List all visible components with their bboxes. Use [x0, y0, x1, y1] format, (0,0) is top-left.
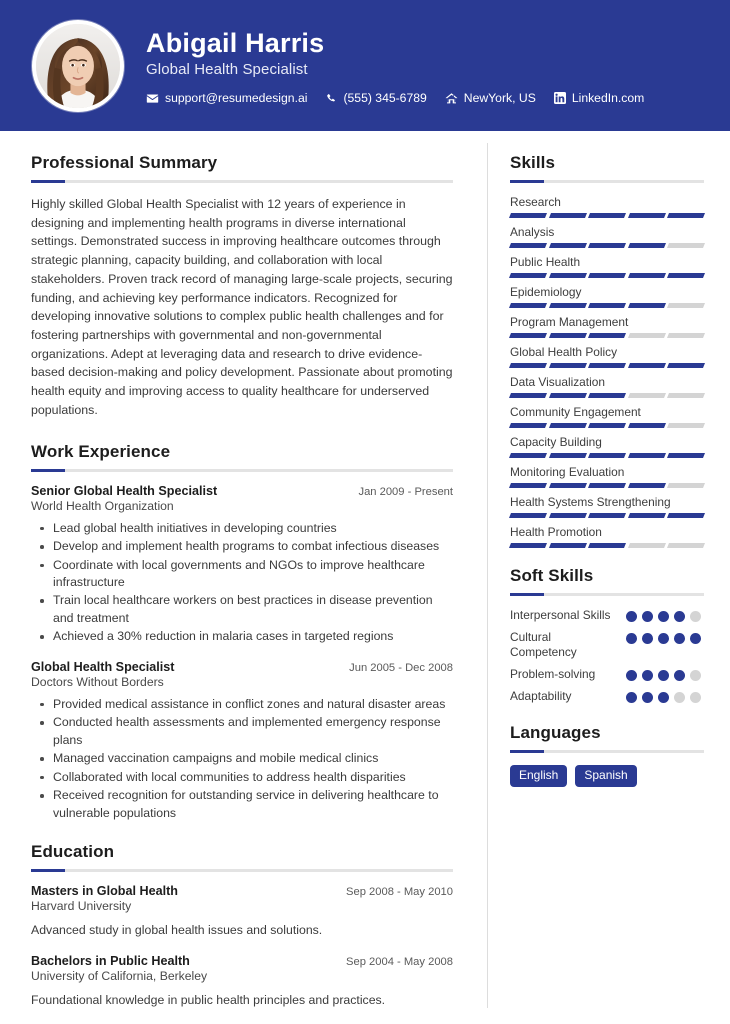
skill-item	[510, 465, 704, 488]
entry-description: Advanced study in global health issues and solutions.	[31, 922, 323, 937]
entry-header	[31, 954, 453, 968]
rating-dot-filled	[642, 633, 653, 644]
contact-phone[interactable]	[325, 91, 426, 105]
resume-body	[0, 131, 730, 1024]
rating-dot-empty	[690, 670, 701, 681]
rating-dot-filled	[626, 692, 637, 703]
skill-segment-empty	[667, 243, 705, 248]
skill-label: Health Promotion	[510, 525, 602, 539]
language-chip[interactable]: Spanish	[575, 765, 636, 788]
entry-bullets	[31, 696, 453, 822]
section-title: Languages	[510, 722, 601, 742]
skill-item	[510, 315, 704, 338]
rating-dot-filled	[674, 611, 685, 622]
entry-header	[31, 884, 453, 898]
rating-dot-filled	[674, 670, 685, 681]
skill-segment-filled	[549, 423, 587, 428]
resume-header	[0, 0, 730, 131]
skill-segment-empty	[667, 393, 705, 398]
experience-entry	[31, 484, 453, 646]
list-item: Provided medical assistance in conflict zones and natural disaster areas	[31, 696, 453, 713]
entry-organization: Doctors Without Borders	[31, 674, 164, 689]
skill-item	[510, 195, 704, 218]
rating-dot-filled	[626, 633, 637, 644]
section-rule	[510, 750, 704, 753]
section-rule	[31, 869, 453, 872]
skill-segment-filled	[509, 213, 547, 218]
contact-location-text: NewYork, US	[463, 91, 536, 106]
entry-date: Sep 2008 - May 2010	[346, 885, 453, 898]
skill-segment-filled	[509, 393, 547, 398]
skill-level-bar	[510, 393, 704, 398]
list-item: Develop and implement health programs to combat infectious diseases	[31, 538, 453, 555]
rating-dot-filled	[658, 611, 669, 622]
skill-segment-filled	[549, 453, 587, 458]
skill-item	[510, 435, 704, 458]
skill-segment-filled	[628, 363, 666, 368]
skill-segment-filled	[509, 543, 547, 548]
skill-segment-filled	[549, 513, 587, 518]
skill-level-bar	[510, 483, 704, 488]
contact-email-text: support@resumedesign.ai	[165, 91, 308, 106]
language-chip[interactable]: English	[510, 765, 567, 788]
skill-segment-filled	[628, 513, 666, 518]
skill-segment-filled	[549, 543, 587, 548]
skill-segment-filled	[549, 393, 587, 398]
skill-segment-filled	[588, 333, 626, 338]
skill-label: Program Management	[510, 315, 629, 329]
section-rule	[510, 180, 704, 183]
skill-segment-filled	[628, 213, 666, 218]
soft-skill-item	[510, 630, 704, 661]
contact-location[interactable]	[445, 91, 536, 105]
skill-segment-filled	[509, 513, 547, 518]
contact-email[interactable]	[146, 91, 307, 105]
soft-skill-label: Cultural Competency	[510, 629, 577, 660]
skill-segment-filled	[509, 273, 547, 278]
skill-label: Monitoring Evaluation	[510, 465, 625, 479]
rating-dot-filled	[658, 692, 669, 703]
skill-segment-empty	[667, 483, 705, 488]
skill-segment-filled	[628, 243, 666, 248]
soft-skill-label: Adaptability	[510, 688, 572, 703]
skill-level-bar	[510, 243, 704, 248]
entry-header	[31, 660, 453, 674]
skill-segment-filled	[588, 483, 626, 488]
skill-segment-empty	[667, 423, 705, 428]
skill-segment-filled	[549, 363, 587, 368]
section-rule	[31, 469, 453, 472]
list-item: Achieved a 30% reduction in malaria cases in targeted regions	[31, 628, 453, 645]
skill-label: Research	[510, 195, 561, 209]
skill-segment-filled	[588, 513, 626, 518]
skill-segment-filled	[588, 273, 626, 278]
rating-dot-filled	[674, 633, 685, 644]
skill-label: Health Systems Strengthening	[510, 495, 671, 509]
list-item: Train local healthcare workers on best practices in disease prevention and treatment	[31, 592, 453, 627]
skill-segment-filled	[588, 303, 626, 308]
list-item: Received recognition for outstanding service in delivering healthcare to vulnerable populations	[31, 787, 453, 822]
skill-segment-filled	[588, 423, 626, 428]
skill-segment-empty	[667, 543, 705, 548]
section-soft-skills	[510, 566, 704, 705]
skill-segment-empty	[628, 333, 666, 338]
education-entry	[31, 884, 453, 940]
skill-segment-filled	[549, 213, 587, 218]
skill-segment-filled	[628, 453, 666, 458]
skill-level-bar	[510, 303, 704, 308]
rating-dot-filled	[658, 670, 669, 681]
skill-item	[510, 225, 704, 248]
section-rule	[31, 180, 453, 183]
skill-level-bar	[510, 213, 704, 218]
soft-skill-item	[510, 608, 704, 624]
rating-dot-filled	[658, 633, 669, 644]
skill-segment-filled	[549, 303, 587, 308]
list-item: Coordinate with local governments and NGOs to improve healthcare infrastructure	[31, 557, 453, 592]
skill-segment-empty	[628, 543, 666, 548]
phone-icon	[325, 92, 337, 105]
skill-level-bar	[510, 543, 704, 548]
contact-phone-text: (555) 345-6789	[343, 91, 427, 106]
skill-label: Public Health	[510, 255, 581, 269]
profile-photo	[36, 24, 120, 108]
skill-item	[510, 285, 704, 308]
skill-segment-filled	[667, 453, 705, 458]
section-professional-summary	[31, 153, 453, 420]
skill-label: Data Visualization	[510, 375, 605, 389]
contact-list	[146, 91, 644, 105]
soft-skill-rating	[626, 689, 704, 703]
section-title: Professional Summary	[31, 153, 218, 172]
skill-segment-filled	[588, 543, 626, 548]
rating-dot-empty	[674, 692, 685, 703]
skill-segment-filled	[549, 243, 587, 248]
skill-segment-filled	[667, 213, 705, 218]
skill-segment-filled	[588, 393, 626, 398]
skills-list	[510, 195, 704, 548]
skill-level-bar	[510, 513, 704, 518]
skill-segment-filled	[588, 243, 626, 248]
skill-segment-filled	[667, 363, 705, 368]
soft-skill-rating	[626, 630, 704, 644]
soft-skill-label: Problem-solving	[510, 667, 596, 682]
soft-skill-item	[510, 689, 704, 705]
main-column	[0, 131, 487, 1024]
avatar	[32, 20, 124, 112]
list-item: Collaborated with local communities to address health disparities	[31, 769, 453, 786]
section-rule	[510, 593, 704, 596]
section-skills	[510, 153, 704, 548]
skill-label: Global Health Policy	[510, 345, 618, 359]
skill-segment-empty	[628, 393, 666, 398]
envelope-icon	[146, 92, 159, 105]
section-education	[31, 842, 453, 1010]
soft-skill-rating	[626, 608, 704, 622]
section-title: Skills	[510, 153, 556, 172]
skill-level-bar	[510, 423, 704, 428]
soft-skills-list	[510, 608, 704, 705]
skill-label: Epidemiology	[510, 285, 582, 299]
entry-description: Foundational knowledge in public health principles and practices.	[31, 992, 386, 1007]
contact-linkedin-text: LinkedIn.com	[571, 91, 645, 106]
skill-segment-filled	[628, 483, 666, 488]
entry-organization: University of California, Berkeley	[31, 968, 208, 983]
entry-organization: Harvard University	[31, 898, 132, 913]
skill-label: Capacity Building	[510, 435, 602, 449]
page-title: Abigail Harris	[146, 27, 325, 58]
section-title: Education	[31, 841, 115, 861]
rating-dot-empty	[690, 692, 701, 703]
skill-segment-filled	[549, 273, 587, 278]
skill-segment-filled	[588, 213, 626, 218]
entry-date: Jan 2009 - Present	[358, 485, 453, 498]
rating-dot-filled	[642, 611, 653, 622]
list-item: Managed vaccination campaigns and mobile medical clinics	[31, 750, 453, 767]
skill-segment-filled	[667, 513, 705, 518]
rating-dot-filled	[642, 692, 653, 703]
entry-bullets	[31, 520, 453, 646]
skill-segment-filled	[628, 423, 666, 428]
skill-segment-filled	[667, 273, 705, 278]
skill-item	[510, 375, 704, 398]
rating-dot-filled	[690, 633, 701, 644]
skill-segment-filled	[509, 453, 547, 458]
section-work-experience	[31, 442, 453, 822]
skill-segment-empty	[667, 333, 705, 338]
skill-segment-filled	[549, 483, 587, 488]
skill-level-bar	[510, 363, 704, 368]
soft-skill-rating	[626, 667, 704, 681]
sidebar-column	[488, 131, 730, 1024]
skill-segment-filled	[509, 243, 547, 248]
skill-segment-filled	[588, 453, 626, 458]
job-title: Global Health Specialist	[146, 61, 308, 79]
skill-level-bar	[510, 333, 704, 338]
skill-level-bar	[510, 273, 704, 278]
skill-segment-filled	[509, 363, 547, 368]
section-title: Soft Skills	[510, 566, 594, 585]
experience-entry	[31, 660, 453, 822]
skill-segment-filled	[549, 333, 587, 338]
entry-date: Sep 2004 - May 2008	[346, 955, 453, 968]
skill-segment-filled	[509, 303, 547, 308]
skill-level-bar	[510, 453, 704, 458]
entry-title: Global Health Specialist	[31, 659, 175, 674]
skill-segment-filled	[588, 363, 626, 368]
entry-title: Senior Global Health Specialist	[31, 483, 218, 498]
skill-label: Community Engagement	[510, 405, 641, 419]
skill-segment-filled	[628, 273, 666, 278]
skill-segment-filled	[509, 423, 547, 428]
entry-date: Jun 2005 - Dec 2008	[349, 661, 453, 674]
rating-dot-filled	[642, 670, 653, 681]
rating-dot-filled	[626, 611, 637, 622]
entry-organization: World Health Organization	[31, 498, 174, 513]
list-item: Lead global health initiatives in developing countries	[31, 520, 453, 537]
skill-item	[510, 495, 704, 518]
language-chip-list	[510, 765, 704, 788]
skill-segment-filled	[628, 303, 666, 308]
rating-dot-filled	[626, 670, 637, 681]
education-entry	[31, 954, 453, 1010]
skill-label: Analysis	[510, 225, 555, 239]
soft-skill-label: Interpersonal Skills	[510, 608, 611, 622]
skill-segment-filled	[509, 333, 547, 338]
skill-segment-empty	[667, 303, 705, 308]
rating-dot-empty	[690, 611, 701, 622]
entry-title: Masters in Global Health	[31, 883, 178, 898]
linkedin-icon	[554, 92, 566, 104]
skill-item	[510, 405, 704, 428]
contact-linkedin[interactable]	[554, 91, 645, 105]
list-item: Conducted health assessments and implemented emergency response plans	[31, 714, 453, 749]
header-text-block	[146, 26, 644, 105]
summary-text: Highly skilled Global Health Specialist with 12 years of experience in designing and implementing health programs in diverse international settings. Demonstrated success in improving healthcare outcomes through strategic planning, capacity building, and collaboration with local stakeholders. Proven track record of managing large-scale projects, securing funding, and achieving key performance indicators. Recognized for developing innovative solutions to complex public health challenges and for fostering partnerships with governmental and non-governmental organizations. Adept at leveraging data and research to drive evidence-based decision-making and policy development. Passionate about promoting health equity and improving access to quality healthcare for underserved populations.	[31, 197, 453, 417]
entry-header	[31, 484, 453, 498]
entry-title: Bachelors in Public Health	[31, 953, 190, 968]
home-icon	[445, 92, 458, 105]
skill-item	[510, 525, 704, 548]
section-languages	[510, 723, 704, 788]
soft-skill-item	[510, 667, 704, 683]
skill-segment-filled	[509, 483, 547, 488]
skill-item	[510, 255, 704, 278]
skill-item	[510, 345, 704, 368]
section-title: Work Experience	[31, 441, 171, 461]
